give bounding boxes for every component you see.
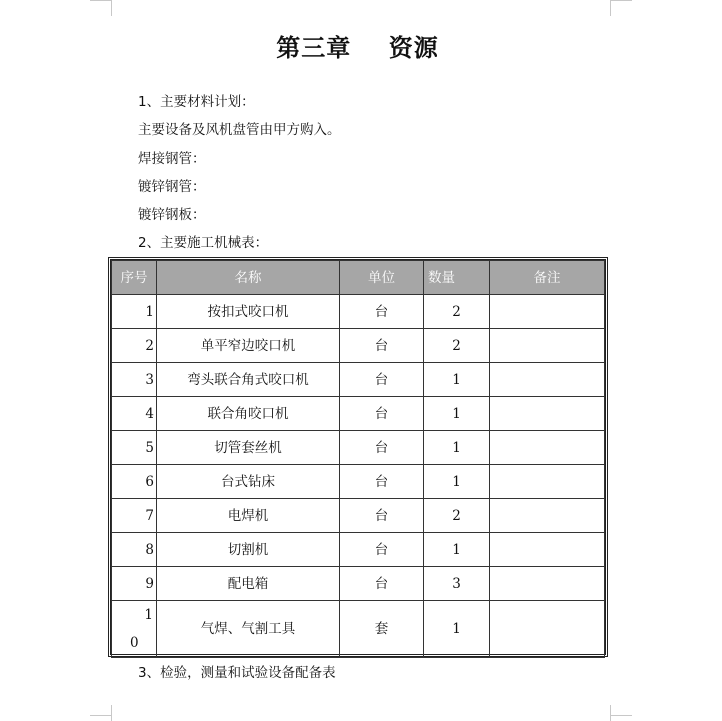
- row-qty: 3: [424, 567, 490, 601]
- row-unit: 台: [340, 295, 424, 329]
- row-unit: 台: [340, 363, 424, 397]
- row-unit: 台: [340, 499, 424, 533]
- table-row: [112, 601, 605, 658]
- row-note: [490, 465, 605, 499]
- machinery-table: [108, 257, 608, 657]
- table-row: [112, 329, 605, 363]
- row-unit: 台: [340, 533, 424, 567]
- crop-mark: [111, 0, 112, 16]
- row-name: 切管套丝机: [157, 431, 340, 465]
- crop-mark: [90, 715, 112, 716]
- row-note: [490, 431, 605, 465]
- header-name: 名称: [157, 261, 340, 295]
- header-seq: 序号: [112, 261, 157, 295]
- row-number: 5: [112, 431, 157, 465]
- row-name: 按扣式咬口机: [157, 295, 340, 329]
- row-number: 2: [112, 329, 157, 363]
- row-number-wrapped: [112, 601, 157, 658]
- row-qty: 1: [424, 601, 490, 658]
- row-note: [490, 363, 605, 397]
- table-row: [112, 363, 605, 397]
- header-qty: 数量: [424, 261, 490, 295]
- row-number: 6: [112, 465, 157, 499]
- row-unit: 套: [340, 601, 424, 658]
- row-number: 7: [112, 499, 157, 533]
- row-qty: 1: [424, 465, 490, 499]
- table-row: [112, 431, 605, 465]
- row-name: 单平窄边咬口机: [157, 329, 340, 363]
- row-name: 台式钻床: [157, 465, 340, 499]
- table-row: [112, 465, 605, 499]
- paragraph-galvanized-sheet: 镀锌钢板：: [138, 207, 206, 223]
- row-note: [490, 329, 605, 363]
- row-number: 1: [112, 295, 157, 329]
- row-note: [490, 567, 605, 601]
- row-qty: 1: [424, 431, 490, 465]
- table-row: [112, 533, 605, 567]
- paragraph-welded-pipe: 焊接钢管：: [138, 151, 206, 167]
- row-note: [490, 499, 605, 533]
- paragraph-machinery-table-heading: 2、主要施工机械表：: [138, 235, 269, 251]
- crop-mark: [90, 0, 112, 1]
- table-row: [112, 567, 605, 601]
- chapter-title: 第三章 资源: [276, 34, 439, 62]
- table-row: [112, 397, 605, 431]
- row-name: 弯头联合角式咬口机: [157, 363, 340, 397]
- row-note: [490, 601, 605, 658]
- row-number: 4: [112, 397, 157, 431]
- row-name: 配电箱: [157, 567, 340, 601]
- row-qty: 1: [424, 533, 490, 567]
- row-number: 9: [112, 567, 157, 601]
- paragraph-galvanized-pipe: 镀锌钢管：: [138, 179, 206, 195]
- crop-mark: [610, 705, 611, 721]
- row-name: 切割机: [157, 533, 340, 567]
- header-note: 备注: [490, 261, 605, 295]
- crop-mark: [610, 0, 632, 1]
- table-row: [112, 499, 605, 533]
- row-name: 联合角咬口机: [157, 397, 340, 431]
- table-row: [112, 295, 605, 329]
- table-header-row: [112, 261, 605, 295]
- row-number-line1: 1: [144, 607, 153, 623]
- row-unit: 台: [340, 329, 424, 363]
- crop-mark: [111, 705, 112, 721]
- row-qty: 2: [424, 295, 490, 329]
- row-name: 电焊机: [157, 499, 340, 533]
- row-number: 3: [112, 363, 157, 397]
- paragraph-inspection-equipment-heading: 3、检验，测量和试验设备配备表: [138, 665, 336, 681]
- row-note: [490, 533, 605, 567]
- row-unit: 台: [340, 567, 424, 601]
- row-unit: 台: [340, 465, 424, 499]
- header-unit: 单位: [340, 261, 424, 295]
- paragraph-material-plan: 1、主要材料计划：: [138, 94, 255, 110]
- row-name: 气焊、气割工具: [157, 601, 340, 658]
- row-qty: 1: [424, 363, 490, 397]
- row-qty: 2: [424, 499, 490, 533]
- row-unit: 台: [340, 431, 424, 465]
- row-note: [490, 295, 605, 329]
- row-qty: 2: [424, 329, 490, 363]
- row-note: [490, 397, 605, 431]
- row-number: 8: [112, 533, 157, 567]
- paragraph-equipment-source: 主要设备及风机盘管由甲方购入。: [138, 122, 341, 138]
- crop-mark: [610, 715, 632, 716]
- row-number-line2: 0: [130, 635, 139, 651]
- row-unit: 台: [340, 397, 424, 431]
- crop-mark: [610, 0, 611, 16]
- row-qty: 1: [424, 397, 490, 431]
